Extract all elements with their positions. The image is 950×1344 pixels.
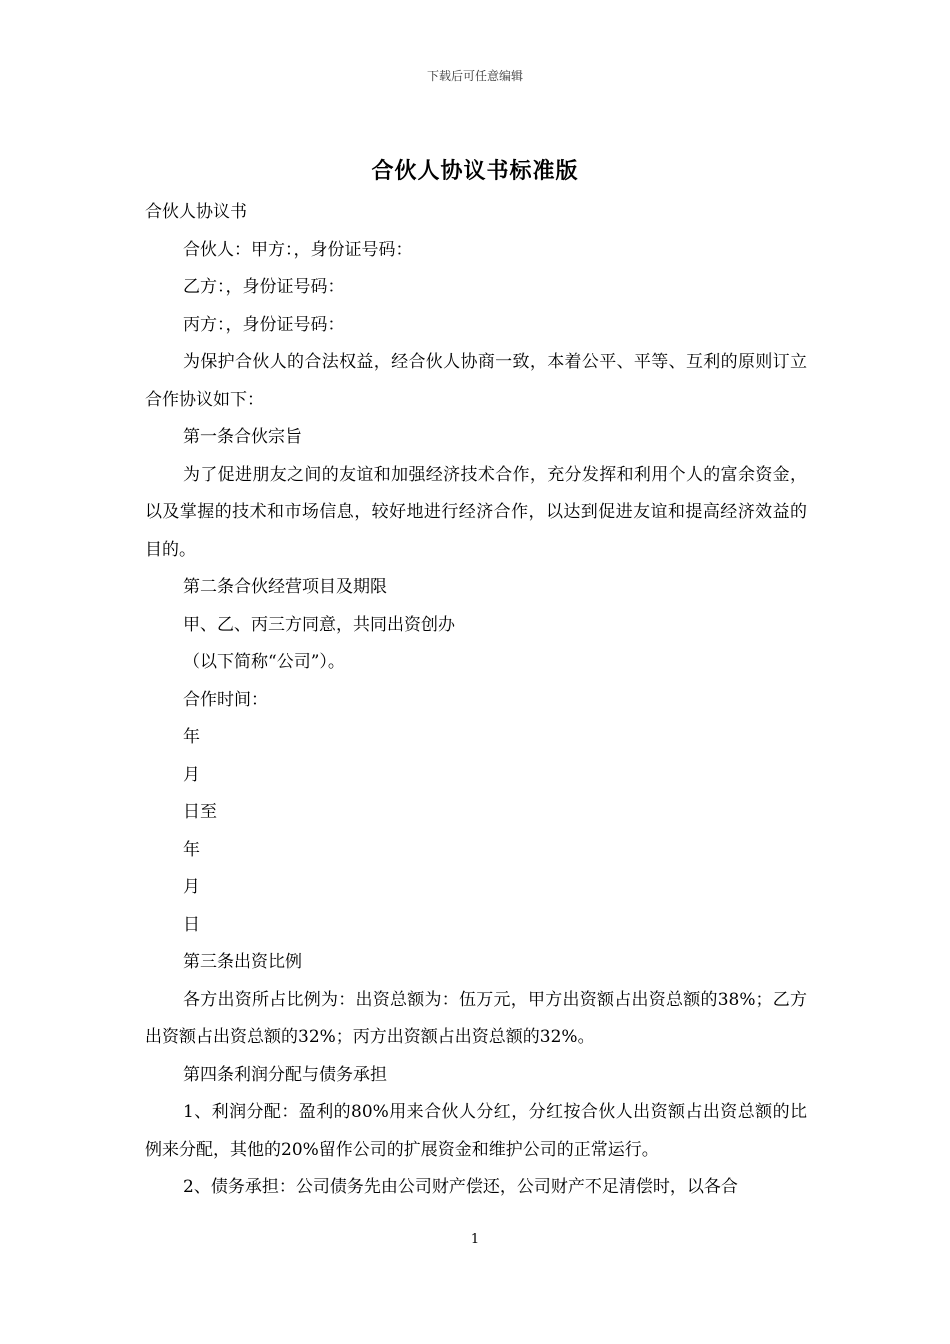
date-year-end: 年 (183, 839, 200, 860)
article-3-text: 各方出资所占比例为：出资总额为：伍万元，甲方出资额占出资总额的38%；乙方出资额占出资总额的32%；丙方出资额占出资总额的32%。 (145, 989, 807, 1047)
page-number: 1 (470, 1232, 480, 1247)
article-4-heading: 第四条利润分配与债务承担 (183, 1064, 387, 1085)
article-2-heading: 第二条合伙经营项目及期限 (183, 577, 387, 597)
paragraph-party-c: 丙方：，身份证号码： (183, 314, 345, 335)
article-4-profit: 1、利润分配：盈利的80%用来合伙人分红，分红按合伙人出资额占出资总额的比例来分配，其他的20%留作公司的扩展资金和维护公司的正常运行。 (145, 1102, 807, 1160)
paragraph-preamble: 为保护合伙人的合法权益，经合伙人协商一致，本着公平、平等、互利的原则订立合作协议如下： (145, 352, 807, 410)
article-2-abbreviation: （以下简称“公司”）。 (183, 652, 345, 672)
document-title: 合伙人协议书标准版 (371, 158, 579, 184)
cooperation-period-label: 合作时间： (183, 689, 268, 710)
article-1-heading: 第一条合伙宗旨 (183, 427, 302, 447)
date-month-start: 月 (183, 764, 200, 785)
date-day-end: 日 (183, 914, 200, 935)
article-1-text: 为了促进朋友之间的友谊和加强经济技术合作，充分发挥和利用个人的富余资金，以及掌握的技术和市场信息，较好地进行经济合作，以达到促进友谊和提高经济效益的目的。 (145, 464, 807, 560)
date-month-end: 月 (183, 877, 200, 897)
page-header: 下载后可任意编辑 (426, 69, 523, 83)
paragraph-doc-name: 合伙人协议书 (145, 202, 247, 222)
article-2-text: 甲、乙、丙三方同意，共同出资创办 (183, 614, 455, 635)
date-day-start: 日至 (183, 802, 217, 822)
paragraph-party-a: 合伙人：甲方：，身份证号码： (183, 239, 413, 260)
article-3-heading: 第三条出资比例 (183, 952, 302, 972)
article-4-debt: 2、债务承担：公司债务先由公司财产偿还，公司财产不足清偿时，以各合 (183, 1177, 738, 1197)
document-body (145, 194, 807, 1207)
paragraph-party-b: 乙方：，身份证号码： (183, 277, 345, 297)
date-year-start: 年 (183, 727, 200, 747)
